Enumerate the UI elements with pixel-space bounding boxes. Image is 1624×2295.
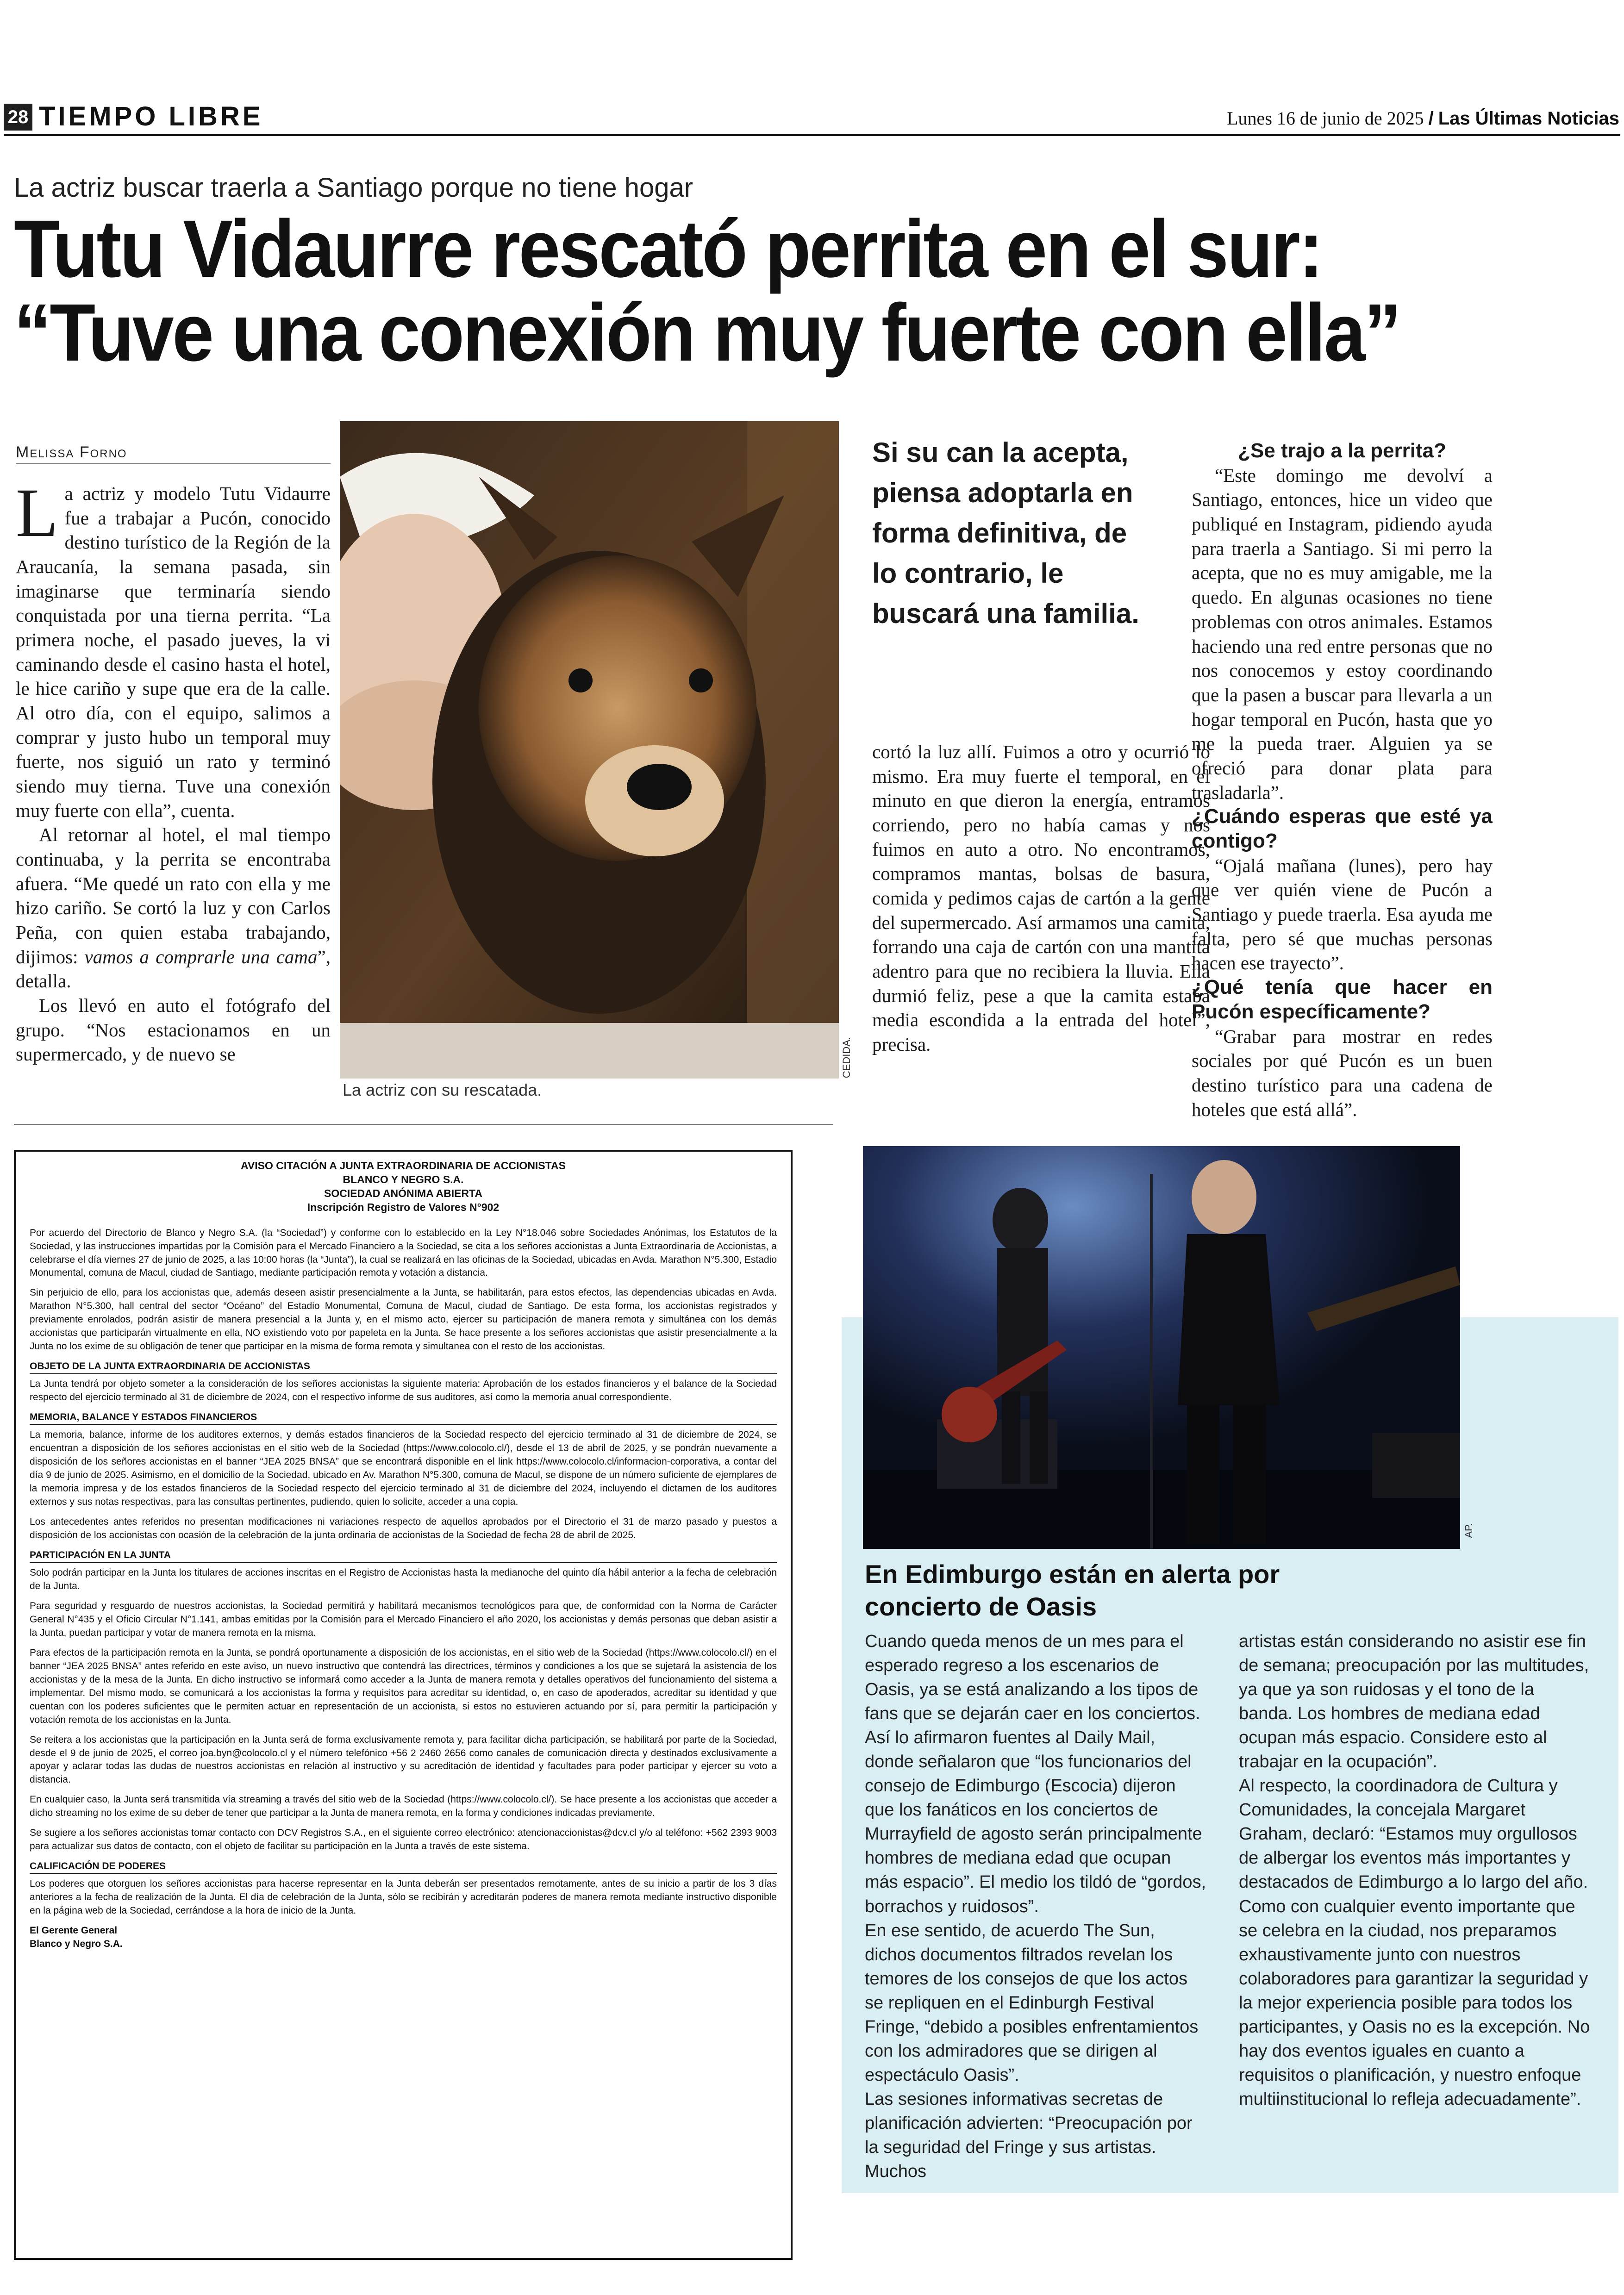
- article-headline: [14, 204, 1487, 379]
- oasis-concert-photo: [863, 1146, 1460, 1549]
- photo-illustration: [340, 421, 839, 1079]
- paragraph: artistas están considerando no asistir ese fin de semana; preocupación por las multitudes, ya que ya son ruidosas y el tono de la banda. Los hombres de mediana edad ocupan más espacio. Considere esto al trabajar en la ocupación”.: [1239, 1632, 1589, 1772]
- headline-line-1: Tutu Vidaurre rescató perrita en el sur:: [14, 204, 1322, 294]
- notice-subheading: PARTICIPACIÓN EN LA JUNTA: [30, 1549, 777, 1563]
- paragraph: Los llevó en auto el fotógrafo del grupo. “Nos estacionamos en un supermercado, y de nuevo se: [16, 995, 331, 1065]
- dateline-separator: /: [1428, 108, 1434, 129]
- drop-cap: L: [16, 474, 58, 551]
- byline: Melissa Forno: [16, 443, 127, 461]
- notice-title: AVISO CITACIÓN A JUNTA EXTRAORDINARIA DE ACCIONISTAS BLANCO Y NEGRO S.A. SOCIEDAD ANÓNIMA ABIERTA Inscripción Registro de Valores N°902: [241, 1160, 566, 1213]
- question: ¿Qué tenía que hacer en Pucón específicamente?: [1192, 976, 1493, 1023]
- notice-paragraph: Por acuerdo del Directorio de Blanco y Negro S.A. (la “Sociedad”) y conforme con lo establecido en la Ley N°18.046 sobre Sociedades Anónimas, los Estatutos de la Sociedad, y las instrucciones impartidas por la Comisión para el Mercado Financiero a la Sociedad, se cita a los señores accionistas a Junta Extraordinaria de Accionistas, a celebrarse el día viernes 27 de junio de 2025, a las 10:00 horas (la “Junta”), la cual se realizará en las oficinas de la Sociedad, ubicadas en Avda. Marathon N°5.300, Estadio Monumental, comuna de Macul, ciudad de Santiago, mediante participación remota y votación a distancia.: [30, 1227, 777, 1278]
- oasis-column-1: [865, 1629, 1207, 2183]
- notice-signature: El Gerente General: [30, 1925, 118, 1936]
- notice-paragraph: Para seguridad y resguardo de nuestros accionistas, la Sociedad permitirá y habilitará mecanismos tecnológicos para que, de conformidad con la Norma de Carácter General N°435 y el Oficio Circular N°1.141, ambas emitidas por la Comisión para el Mercado Financiero el año 2020, los accionistas y demás personas que deban asistir a la Junta, puedan participar y votar de manera remota en la misma.: [30, 1600, 777, 1638]
- notice-paragraph: En cualquier caso, la Junta será transmitida vía streaming a través del sitio web de la Sociedad (https://www.colocolo.cl/). Se hace presente a los accionistas que acceder a dicho streaming no los exime de su deber de tener que participar a la Junta de manera remota, en la forma y condiciones indicadas previamente.: [30, 1794, 777, 1819]
- answer: “Este domingo me devolví a Santiago, entonces, hice un video que publiqué en Instagram, pidiendo ayuda para traerla a Santiago. Si mi perro la acepta, que no es muy amigable, me la quedo. En algunas ocasiones no tiene problemas con otros animales. Estamos haciendo una red entre personas que no nos conocemos y estoy coordinando que la pasen a buscar para llevarla a un hogar temporal en Pucón, hasta que yo me la pueda traer. Alguien ya se ofreció para donar plata para trasladarla”.: [1192, 464, 1493, 803]
- paragraph: Al retornar al hotel, el mal tiempo continuaba, y la perrita se encontraba afuera. “Me quedé un rato con ella y me hizo cariño. Se cortó la luz y con Carlos Peña, con quien estaba trabajando, dijimos: vamos a comprarle una cama”, detalla.: [16, 824, 331, 992]
- article-column-1: [16, 474, 331, 1066]
- photo-illustration: [863, 1146, 1460, 1549]
- notice-subheading: OBJETO DE LA JUNTA EXTRAORDINARIA DE ACCIONISTAS: [30, 1360, 777, 1374]
- notice-paragraph: Se sugiere a los señores accionistas tomar contacto con DCV Registros S.A., en el siguiente correo electrónico: atencionaccionistas@dcv.cl y/o al teléfono: +562 2393 9003 para actualizar sus datos de contacto, con el objeto de facilitar su participación en la Junta a través de este sistema.: [30, 1827, 777, 1852]
- notice-subheading: CALIFICACIÓN DE PODERES: [30, 1860, 777, 1874]
- notice-paragraph: La memoria, balance, informe de los auditores externos, y demás estados financieros de la Sociedad respecto del ejercicio terminado al 31 de diciembre de 2024, se encuentran a disposición de los señores accionistas en el sitio web de la Sociedad (https://www.colocolo.cl/), desde el 13 de abril de 2025, y se pondrán nuevamente a disposición de los señores accionistas en el banner “JEA 2025 BNSA” que se encontrará disponible en el link https://www.colocolo.cl/informacion-corporativa, a contar del día 9 de junio de 2025. Asimismo, en el domicilio de la Sociedad, ubicado en Av. Marathon N°5.300, comuna de Macul, se dispone de un número suficiente de ejemplares de la memoria impresa y de los estados financieros de la Sociedad respecto del ejercicio terminado al 31 de diciembre del 2024, incluyendo el dictamen de los auditores externos y sus notas respectivas, para las consultas pertinentes, pudiendo, quien lo solicite, acceder a una copia.: [30, 1429, 777, 1507]
- oasis-headline: En Edimburgo están en alerta por concierto de Oasis: [865, 1559, 1280, 1621]
- page-number: 28: [4, 104, 32, 131]
- actress-with-dog-photo: [340, 421, 839, 1079]
- header-rule: [4, 134, 1620, 136]
- notice-paragraph: Para efectos de la participación remota en la Junta, se pondrá oportunamente a disposición de los accionistas, en el sitio web de la Sociedad (https://www.colocolo.cl/) en el banner “JEA 2025 BNSA” antes referido en este aviso, un nuevo instructivo que contendrá las directrices, términos y condiciones a los que se sujetará la asistencia de los accionistas y de la mesa de la Junta. En dicho instructivo se informará como acceder a la Junta de manera remota y detalles operativos del funcionamiento del sistema a implementar. Del mismo modo, se comunicará a los accionistas la forma y requisitos para acreditar su identidad, o, en caso de apoderados, acreditar su identidad y que cuentan con los poderes suficientes que le permiten actuar en representación de un accionista, si estos no estuvieren actuando por sí, para permitir la participación y votación remota de los accionistas en la Junta.: [30, 1647, 777, 1725]
- legal-notice-box: [14, 1150, 793, 2260]
- notice-subheading: MEMORIA, BALANCE Y ESTADOS FINANCIEROS: [30, 1411, 777, 1425]
- article-kicker: La actriz buscar traerla a Santiago porque no tiene hogar: [14, 173, 693, 203]
- question: ¿Cuándo esperas que esté ya contigo?: [1192, 805, 1493, 852]
- dateline: [1227, 107, 1619, 129]
- paragraph: Cuando queda menos de un mes para el esperado regreso a los escenarios de Oasis, ya se está analizando a los tipos de fans que se dejarán caer en los conciertos. Así lo afirmaron fuentes al Daily Mail, donde señalaron que “los funcionarios del consejo de Edimburgo (Escocia) dijeron que los fanáticos en los conciertos de Murrayfield de agosto serán principalmente hombres de mediana edad que ocupan más espacio”. El medio los tildó de “gordos, borrachos y ruidosos”.: [865, 1632, 1206, 1916]
- section-title: TIEMPO LIBRE: [39, 101, 263, 131]
- paragraph: Al respecto, la coordinadora de Cultura y Comunidades, la concejala Margaret Graham, declaró: “Estamos muy orgullosos de albergar los eventos más importantes y destacados de Edimburgo a lo largo del año. Como con cualquier evento importante que se celebra en la ciudad, nos preparamos exhaustivamente junto con nuestros colaboradores para garantizar la seguridad y la mejor experiencia posible para todos los participantes, y Oasis no es la excepción. No hay dos eventos iguales en cuanto a requisitos o planificación, y nuestro enfoque multiinstitucional lo refleja adecuadamente”.: [1239, 1776, 1590, 2109]
- notice-paragraph: Los antecedentes antes referidos no presentan modificaciones ni variaciones respecto de aquellos aprobados por el Directorio el 31 de marzo pasado y puestos a disposición de los accionistas con ocasión de la celebración de la junta ordinaria de accionistas de la Sociedad de fecha 28 de abril de 2025.: [30, 1516, 777, 1540]
- headline-line-2: “Tuve una conexión muy fuerte con ella”: [14, 287, 1400, 379]
- question: ¿Se trajo a la perrita?: [1238, 439, 1446, 462]
- notice-paragraph: Sin perjuicio de ello, para los accionistas que, además deseen asistir presencialmente a la Junta, se habilitarán, para estos efectos, las dependencias ubicadas en Avda. Marathon N°5.300, hall central del sector “Océano” del Estadio Monumental, Comuna de Macul, ciudad de Santiago. De esta forma, los accionistas registrados y previamente enrolados, podrán asistir de manera presencial a la Junta y, en el mismo acto, ejercer su participación de manera remota y simultánea con los demás accionistas que participarán virtualmente en ella, NO existiendo voto por papeleta en la Junta. Se hace presente a los señores accionistas que asistir presencialmente a la Junta no los exime de su obligación de tener que participar en la misma de forma remota y simultanea con el resto de los accionistas.: [30, 1287, 777, 1352]
- notice-paragraph: Los poderes que otorguen los señores accionistas para hacerse representar en la Junta deberán ser presentados remotamente, antes de su inicio a partir de los 3 días anteriores a la fecha de realización de la Junta. El día de celebración de la Junta, sólo se recibirán y acreditarán poderes de manera remota mediante instructivo disponible en la página web de la Sociedad, cerrándose a la hora de inicio de la Junta.: [30, 1878, 777, 1916]
- notice-paragraph: Solo podrán participar en la Junta los titulares de acciones inscritas en el Registro de Accionistas hasta la medianoche del quinto día hábil anterior a la fecha de celebración de la Junta.: [30, 1567, 777, 1591]
- section-divider: [14, 1124, 833, 1125]
- date: Lunes 16 de junio de 2025: [1227, 108, 1424, 129]
- answer: “Grabar para mostrar en redes sociales por qué Pucón es un buen destino turístico para una cadena de hoteles que está allá”.: [1192, 1025, 1493, 1120]
- pull-quote: Si su can la acepta, piensa adoptarla en forma definitiva, de lo contrario, le buscará una familia.: [872, 437, 1139, 629]
- paragraph: La actriz y modelo Tutu Vidaurre fue a trabajar a Pucón, conocido destino turístico de la Región de la Araucanía, la semana pasada, sin imaginarse que terminaría siendo conquistada por una tierna perrita. “La primera noche, el pasado jueves, la vi caminando desde el casino hasta el hotel, le hice cariño y supe que era de la calle. Al otro día, con el equipo, salimos a comprar y justo hubo un temporal muy fuerte, nos siguió un rato y terminó siendo muy tierna. Tuve una conexión muy fuerte con ella”, cuenta.: [16, 474, 331, 821]
- newspaper-name: Las Últimas Noticias: [1438, 108, 1619, 129]
- photo-credit: CEDIDA.: [841, 1037, 852, 1079]
- paragraph: cortó la luz allí. Fuimos a otro y ocurrió lo mismo. Era muy fuerte el temporal, en el minuto en que dieron la energía, entramos corriendo, pero no había camas y nos fuimos en auto a otro. No encontramos, compramos mantas, bolsas de basura, comida y pedimos cajas de cartón a la gente del supermercado. Así armamos una camita, forrando una caja de cartón con una mantita adentro para que no recibiera la lluvia. Ella durmió feliz, pese a que la camita estaba media escondida a la entrada del hotel”, precisa.: [872, 741, 1210, 1055]
- notice-paragraph: La Junta tendrá por objeto someter a la consideración de los señores accionistas la siguiente materia: Aprobación de los estados financieros y el balance de la Sociedad respecto del ejercicio terminado al 31 de diciembre de 2024, con el respectivo informe de sus auditores, así como la memoria anual correspondiente.: [30, 1378, 777, 1403]
- photo-credit: AP.: [1463, 1523, 1474, 1538]
- paragraph: Las sesiones informativas secretas de planificación advierten: “Preocupación por la seguridad del Fringe y sus artistas. Muchos: [865, 2089, 1193, 2182]
- notice-paragraph: Se reitera a los accionistas que la participación en la Junta será de forma exclusivamente remota y, para facilitar dicha participación, se habilitará por parte de la Sociedad, desde el 9 de junio de 2025, el correo joa.byn@colocolo.cl y el número telefónico +56 2 2460 2656 como canales de comunicación directa y destinados exclusivamente a apoyar y aclarar todas las dudas de nuestros accionistas en relación al instructivo y su acreditación de identidad y facultades para poder participar y ejercer su voto a distancia.: [30, 1734, 777, 1785]
- answer: “Ojalá mañana (lunes), pero hay que ver quién viene de Pucón a Santiago y puede traerla. Esa ayuda me falta, pero sé que muchas personas hacen ese trayecto”.: [1192, 854, 1493, 974]
- photo-caption: La actriz con su rescatada.: [343, 1080, 542, 1099]
- paragraph: En ese sentido, de acuerdo The Sun, dichos documentos filtrados revelan los temores de los consejos de que los actos se repliquen en el Edinburgh Festival Fringe, “debido a posibles enfrentamientos con los admiradores que se dirigen al espectáculo Oasis”.: [865, 1921, 1199, 2085]
- article-column-3: [872, 740, 1210, 1057]
- byline-rule: [16, 463, 331, 464]
- italic-quote: vamos a comprarle una cama: [84, 946, 318, 967]
- oasis-column-2: [1239, 1629, 1591, 2111]
- article-qa-column: [1192, 439, 1493, 1122]
- notice-signature: Blanco y Negro S.A.: [30, 1939, 123, 1950]
